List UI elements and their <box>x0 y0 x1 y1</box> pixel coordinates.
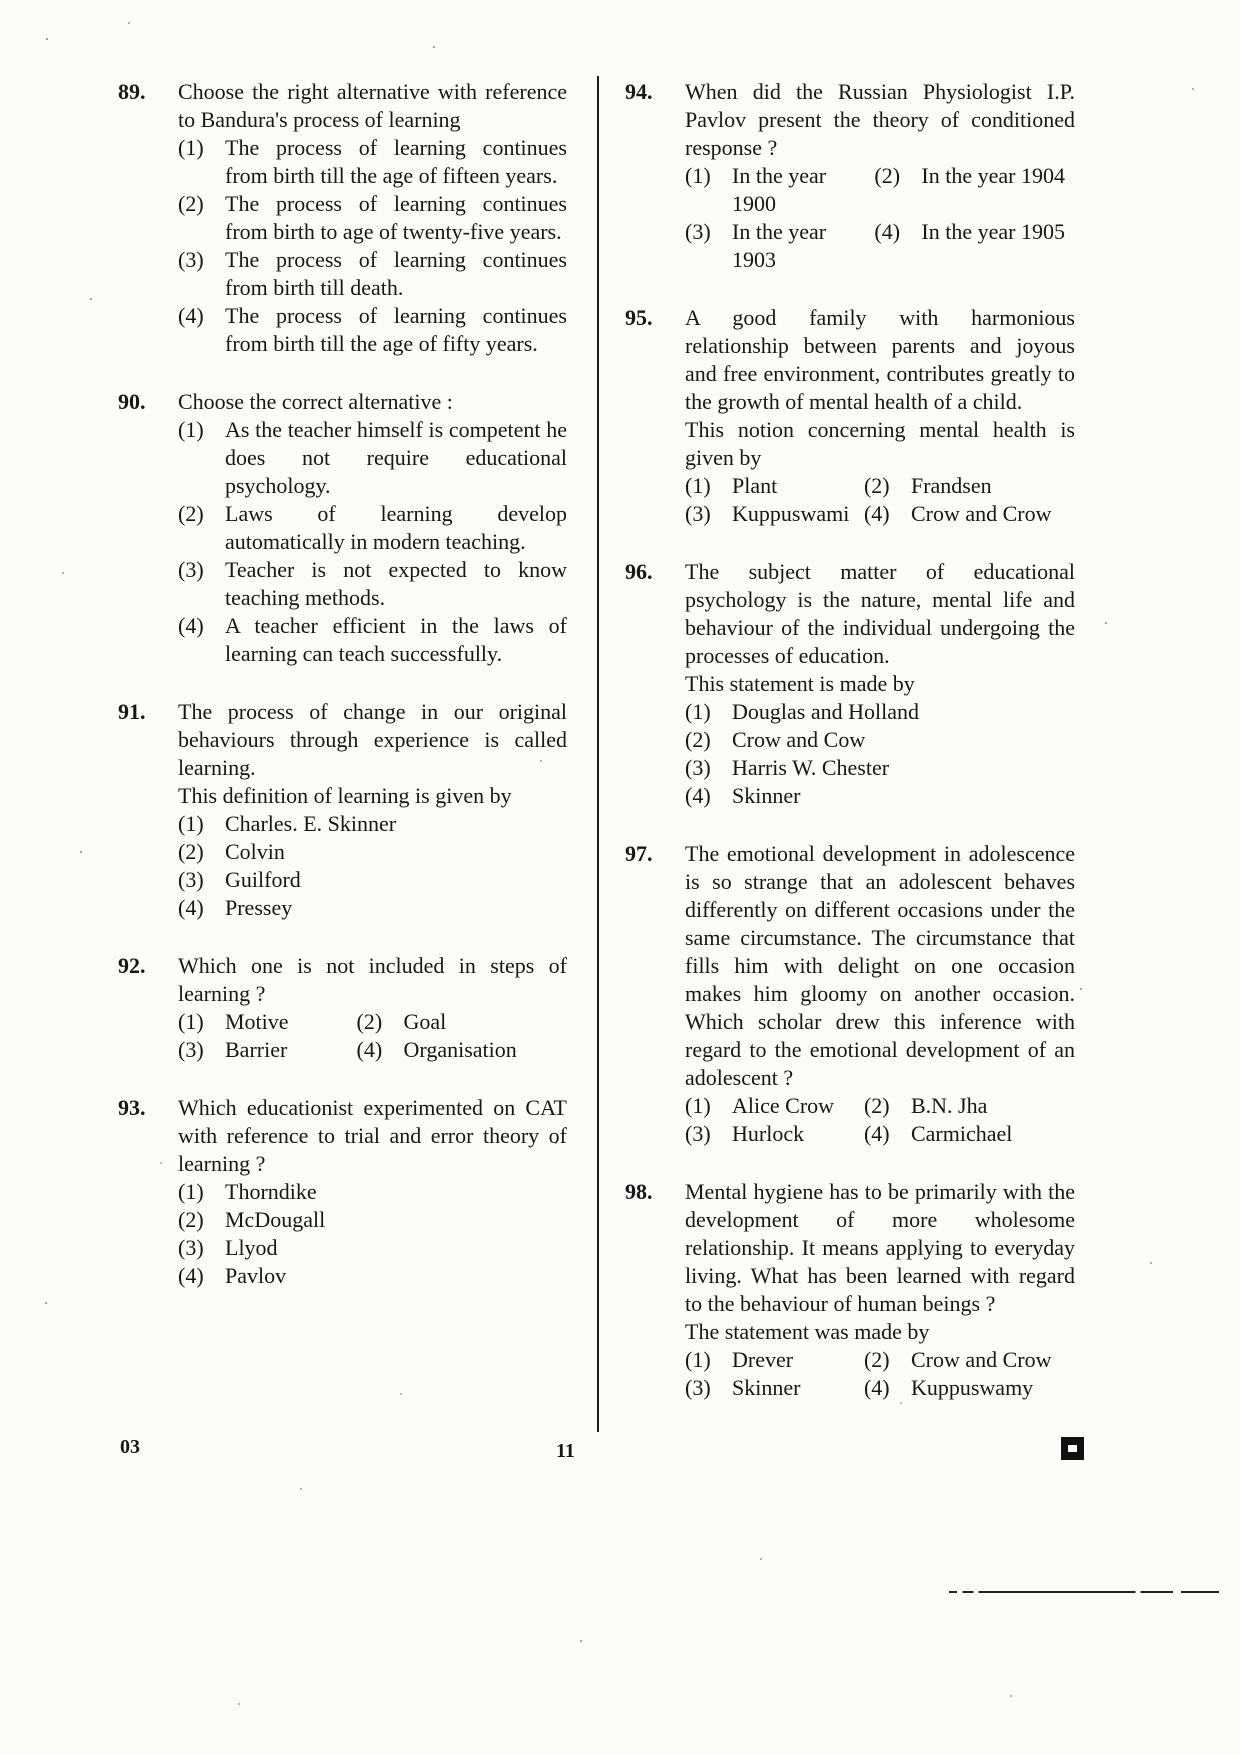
option-number: (3) <box>685 219 711 244</box>
question-stem: The process of change in our original behaviours through experience is called learning. <box>178 699 567 780</box>
option-number: (4) <box>863 501 890 526</box>
option-number: (2) <box>863 473 890 498</box>
question-body <box>178 698 567 922</box>
question-body <box>178 78 567 358</box>
option-text: Harris W. Chester <box>732 755 890 780</box>
option-text: The process of learning continues from birth till death. <box>225 247 567 300</box>
option-number: (3) <box>685 1375 711 1400</box>
question-stem: This definition of learning is given by <box>178 783 512 808</box>
options-group <box>685 472 1075 528</box>
column-right <box>625 78 1075 1432</box>
question-number: 89. <box>118 79 146 104</box>
option-text: Teacher is not expected to know teaching methods. <box>225 557 567 610</box>
option-number: (4) <box>685 783 711 808</box>
option-number: (1) <box>685 699 711 724</box>
options-group <box>178 1178 567 1290</box>
question-body <box>178 952 567 1064</box>
bottom-rule <box>949 1591 1219 1593</box>
question-number: 92. <box>118 953 146 978</box>
option-text: Pavlov <box>225 1263 287 1288</box>
option-number: (4) <box>874 219 901 244</box>
question-stem: Which one is not included in steps of learning ? <box>178 953 567 1006</box>
question-number: 97. <box>625 841 653 866</box>
column-left <box>118 78 567 1320</box>
option-text: In the year 1900 <box>732 163 827 216</box>
question-94 <box>625 78 1075 274</box>
option-text: B.N. Jha <box>910 1093 988 1118</box>
option <box>864 1374 1075 1402</box>
question-93 <box>118 1094 567 1290</box>
option-number: (4) <box>356 1037 383 1062</box>
question-body <box>685 78 1075 274</box>
option-number: (4) <box>863 1375 890 1400</box>
option-text: In the year 1904 <box>921 163 1065 188</box>
option <box>178 416 567 500</box>
option <box>178 246 567 302</box>
option-number: (2) <box>685 727 711 752</box>
question-number: 93. <box>118 1095 146 1120</box>
option <box>685 754 1075 782</box>
question-body <box>685 558 1075 810</box>
option-text: A teacher efficient in the laws of learning can teach successfully. <box>225 613 567 666</box>
option-text: As the teacher himself is competent he does not require educational psychology. <box>225 417 567 498</box>
option <box>178 838 567 866</box>
option <box>357 1036 567 1064</box>
option-text: Frandsen <box>910 473 992 498</box>
option <box>178 190 567 246</box>
option <box>178 1008 351 1036</box>
option-number: (2) <box>874 163 901 188</box>
option-text: Motive <box>225 1009 289 1034</box>
option-number: (1) <box>685 1093 711 1118</box>
option <box>864 1346 1075 1374</box>
page-number: 11 <box>556 1440 575 1462</box>
option-text: Plant <box>732 473 778 498</box>
option <box>178 1178 567 1206</box>
option <box>864 1092 1075 1120</box>
option-text: Skinner <box>732 783 801 808</box>
question-91 <box>118 698 567 922</box>
question-stem: A good family with harmonious relationship between parents and joyous and free environment, contributes greatly to the growth of mental health of a child. <box>685 305 1075 414</box>
option-text: Alice Crow <box>732 1093 835 1118</box>
option <box>178 612 567 668</box>
option <box>685 1092 858 1120</box>
option-text: Barrier <box>225 1037 288 1062</box>
option <box>685 500 858 528</box>
question-stem: The statement was made by <box>685 1319 930 1344</box>
option <box>864 1120 1075 1148</box>
option-number: (2) <box>178 501 204 526</box>
option-text: Douglas and Holland <box>732 699 919 724</box>
option-number: (4) <box>178 1263 204 1288</box>
option <box>178 1234 567 1262</box>
option-text: Crow and Cow <box>732 727 866 752</box>
options-group <box>685 698 1075 810</box>
question-number: 95. <box>625 305 653 330</box>
option-text: Drever <box>732 1347 794 1372</box>
option-text: Hurlock <box>732 1121 805 1146</box>
option <box>178 866 567 894</box>
question-body <box>685 304 1075 528</box>
option <box>178 810 567 838</box>
option-number: (4) <box>178 895 204 920</box>
option <box>685 1120 858 1148</box>
question-stem: The emotional development in adolescence is so strange that an adolescent behaves differently on different occasions under the same circumstance. The circumstance that fills him with delight on one occasion makes him gloomy on another occasion. Which scholar drew this inference with regard to the emotional development of an adolescent ? <box>685 841 1075 1090</box>
question-stem: Choose the correct alternative : <box>178 389 453 414</box>
option-text: The process of learning continues from birth till the age of fifty years. <box>225 303 567 356</box>
option <box>178 302 567 358</box>
option-text: McDougall <box>225 1207 326 1232</box>
option <box>178 500 567 556</box>
question-95 <box>625 304 1075 528</box>
option-text: Crow and Crow <box>910 501 1052 526</box>
option-text: Kuppuswami <box>732 501 850 526</box>
option-number: (2) <box>178 839 204 864</box>
question-body <box>178 1094 567 1290</box>
question-stem: Mental hygiene has to be primarily with the development of more wholesome relationship. It means applying to everyday living. What has been learned with regard to the behaviour of human beings ? <box>685 1179 1075 1316</box>
options-group <box>178 810 567 922</box>
question-96 <box>625 558 1075 810</box>
option <box>685 472 858 500</box>
question-number: 98. <box>625 1179 653 1204</box>
scan-noise <box>0 0 2 2</box>
option-text: Charles. E. Skinner <box>225 811 397 836</box>
question-number: 96. <box>625 559 653 584</box>
question-body <box>178 388 567 668</box>
option-text: Goal <box>403 1009 447 1034</box>
options-group <box>685 1092 1075 1148</box>
options-group <box>685 1346 1075 1402</box>
question-number: 91. <box>118 699 146 724</box>
option-number: (2) <box>356 1009 383 1034</box>
option-number: (1) <box>685 163 711 188</box>
option-text: Thorndike <box>225 1179 317 1204</box>
option <box>178 134 567 190</box>
option-number: (3) <box>685 501 711 526</box>
option-number: (3) <box>178 1037 204 1062</box>
option-number: (3) <box>178 1235 204 1260</box>
option-number: (2) <box>178 191 204 216</box>
option-text: Carmichael <box>910 1121 1013 1146</box>
option-number: (1) <box>685 1347 711 1372</box>
options-group <box>178 416 567 668</box>
question-stem: Choose the right alternative with reference to Bandura's process of learning <box>178 79 567 132</box>
option <box>178 1036 351 1064</box>
option-text: In the year 1903 <box>732 219 827 272</box>
option-number: (4) <box>178 613 204 638</box>
option-number: (2) <box>863 1093 890 1118</box>
booklet-code: 03 <box>120 1436 140 1458</box>
question-90 <box>118 388 567 668</box>
option-number: (1) <box>685 473 711 498</box>
option-number: (3) <box>178 867 204 892</box>
option-number: (1) <box>178 811 204 836</box>
option-number: (1) <box>178 1009 204 1034</box>
options-group <box>178 134 567 358</box>
question-stem: This statement is made by <box>685 671 915 696</box>
option-number: (3) <box>178 247 204 272</box>
option-number: (3) <box>178 557 204 582</box>
option-number: (1) <box>178 417 204 442</box>
option-number: (4) <box>178 303 204 328</box>
question-body <box>685 1178 1075 1402</box>
option-text: The process of learning continues from birth till the age of fifteen years. <box>225 135 567 188</box>
option-number: (3) <box>685 1121 711 1146</box>
option <box>685 782 1075 810</box>
question-body <box>685 840 1075 1148</box>
option-number: (1) <box>178 135 204 160</box>
options-group <box>685 162 1075 274</box>
option-text: Llyod <box>225 1235 278 1260</box>
option <box>864 472 1075 500</box>
options-group <box>178 1008 567 1064</box>
option-text: Organisation <box>403 1037 517 1062</box>
option-text: In the year 1905 <box>921 219 1065 244</box>
question-stem: The subject matter of educational psychology is the nature, mental life and behaviour of the individual undergoing the processes of education. <box>685 559 1075 668</box>
option <box>685 698 1075 726</box>
option-text: Pressey <box>225 895 293 920</box>
option <box>178 1206 567 1234</box>
question-92 <box>118 952 567 1064</box>
question-97 <box>625 840 1075 1148</box>
option-text: Colvin <box>225 839 285 864</box>
question-stem: This notion concerning mental health is given by <box>685 417 1075 470</box>
option <box>864 500 1075 528</box>
option <box>178 556 567 612</box>
option-text: Skinner <box>732 1375 801 1400</box>
question-number: 94. <box>625 79 653 104</box>
filled-square-icon <box>1061 1437 1084 1460</box>
option <box>178 894 567 922</box>
option <box>685 1346 858 1374</box>
option-text: Guilford <box>225 867 301 892</box>
option-number: (3) <box>685 755 711 780</box>
option-text: Crow and Crow <box>910 1347 1052 1372</box>
option-text: Kuppuswamy <box>910 1375 1034 1400</box>
question-stem: Which educationist experimented on CAT with reference to trial and error theory of learning ? <box>178 1095 567 1176</box>
column-divider <box>597 76 599 1432</box>
option-number: (1) <box>178 1179 204 1204</box>
option <box>357 1008 567 1036</box>
question-89 <box>118 78 567 358</box>
option <box>685 1374 858 1402</box>
option-number: (4) <box>863 1121 890 1146</box>
option-text: Laws of learning develop automatically in modern teaching. <box>225 501 567 554</box>
option <box>685 726 1075 754</box>
question-98 <box>625 1178 1075 1402</box>
option <box>178 1262 567 1290</box>
question-number: 90. <box>118 389 146 414</box>
option-number: (2) <box>178 1207 204 1232</box>
option-text: The process of learning continues from birth to age of twenty-five years. <box>225 191 567 244</box>
question-stem: When did the Russian Physiologist I.P. Pavlov present the theory of conditioned response ? <box>685 79 1075 160</box>
option-number: (2) <box>863 1347 890 1372</box>
